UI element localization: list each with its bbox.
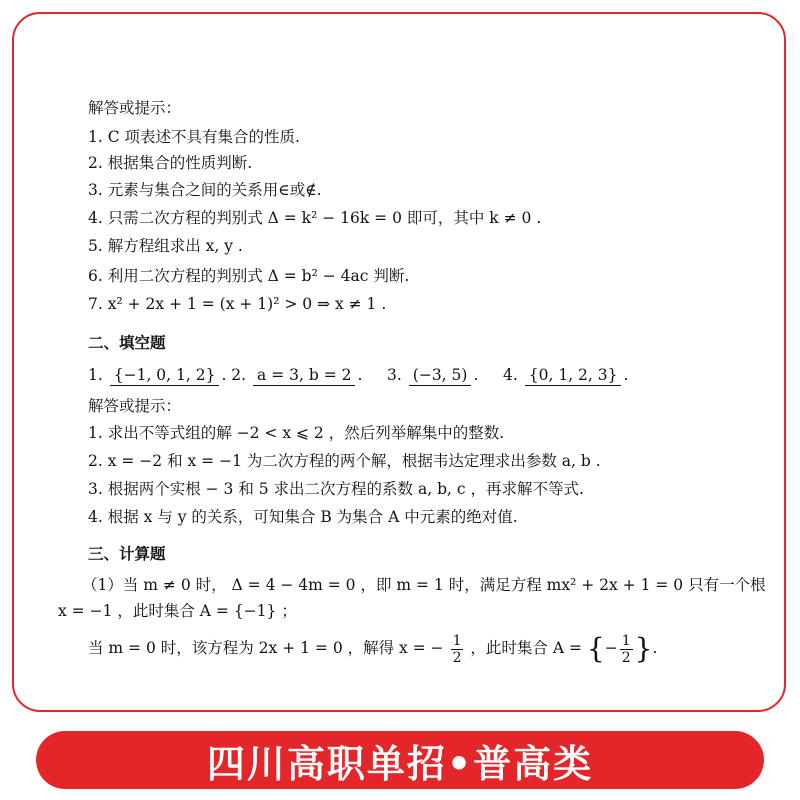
fraction-denominator: 2 bbox=[452, 649, 462, 666]
right-brace: } bbox=[634, 632, 653, 665]
period: . bbox=[623, 366, 629, 384]
answer-number: . 4. bbox=[473, 366, 518, 384]
fraction bbox=[451, 633, 464, 666]
footer-banner: 四川高职单招•普高类 bbox=[36, 731, 764, 789]
calc-line: （1）当 m ≠ 0 时， Δ = 4 − 4m = 0 ，即 m = 1 时，满足方程 mx² + 2x + 1 = 0 只有一个根 bbox=[82, 576, 766, 594]
hint-item: 2. 根据集合的性质判断. bbox=[88, 154, 253, 172]
hint-item: 7. x² + 2x + 1 = (x + 1)² > 0 ⇒ x ≠ 1 . bbox=[88, 295, 387, 313]
answer-3: (−3, 5) bbox=[409, 365, 472, 386]
hint-item: 4. 只需二次方程的判别式 Δ = k² − 16k = 0 即可，其中 k ≠ 0 . bbox=[88, 209, 542, 227]
answer-number: . 2. bbox=[221, 366, 247, 384]
answer-number: 1. bbox=[88, 366, 103, 384]
fraction-numerator: 1 bbox=[452, 632, 462, 649]
minus-sign: − bbox=[604, 639, 618, 657]
hint-heading: 解答或提示： bbox=[88, 397, 182, 415]
period: . bbox=[652, 639, 658, 657]
hint-item: 3. 根据两个实根 − 3 和 5 求出二次方程的系数 a, b, c ，再求解不等式. bbox=[88, 480, 584, 498]
calc-line-fraction bbox=[88, 628, 657, 668]
hint-item: 1. 求出不等式组的解 −2 < x ⩽ 2 ，然后列举解集中的整数. bbox=[88, 424, 505, 442]
hint-item: 6. 利用二次方程的判别式 Δ = b² − 4ac 判断. bbox=[88, 267, 410, 285]
fraction-denominator: 2 bbox=[621, 649, 631, 666]
hint-item: 4. 根据 x 与 y 的关系，可知集合 B 为集合 A 中元素的绝对值. bbox=[88, 508, 518, 526]
calc-text: 当 m = 0 时，该方程为 2x + 1 = 0 ，解得 x = − bbox=[88, 639, 444, 657]
answer-4: {0, 1, 2, 3} bbox=[525, 365, 622, 386]
hint-item: 5. 解方程组求出 x, y . bbox=[88, 237, 243, 255]
hint-item: 1. C 项表述不具有集合的性质. bbox=[88, 128, 300, 146]
calc-line: x = −1 ，此时集合 A = {−1} ； bbox=[58, 602, 297, 620]
section-title-fill: 二、填空题 bbox=[88, 334, 166, 352]
calc-text: ，此时集合 A = bbox=[470, 639, 587, 657]
answer-number: . 3. bbox=[357, 366, 402, 384]
fraction-numerator: 1 bbox=[621, 632, 631, 649]
section-title-calc: 三、计算题 bbox=[88, 545, 166, 563]
left-brace: { bbox=[586, 632, 605, 665]
answer-2: a = 3, b = 2 bbox=[253, 365, 355, 386]
hint-item: 2. x = −2 和 x = −1 为二次方程的两个解，根据韦达定理求出参数 a, b . bbox=[88, 452, 601, 470]
answer-1: {−1, 0, 1, 2} bbox=[110, 365, 220, 386]
fill-answers-row bbox=[88, 365, 628, 386]
hint-heading: 解答或提示： bbox=[88, 99, 182, 117]
hint-item: 3. 元素与集合之间的关系用∈或∉. bbox=[88, 181, 322, 199]
fraction bbox=[620, 633, 633, 666]
